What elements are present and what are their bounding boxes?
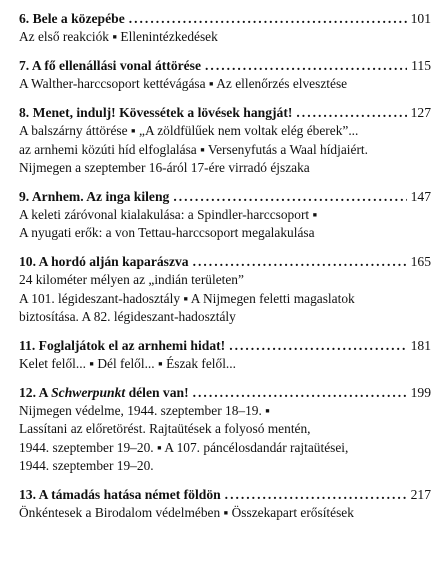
dot-leader [173,188,406,206]
chapter-description: Önkéntesek a Birodalom védelmében ▪ Összekapart erősítések [19,505,354,521]
toc-entry [19,104,431,177]
chapter-title [19,57,201,75]
toc-entry [19,57,431,93]
dot-leader [229,337,406,355]
chapter-number: 12. [19,385,36,401]
chapter-description: Az első reakciók ▪ Ellenintézkedések [19,29,218,44]
chapter-title [19,337,225,355]
chapter-title-row[interactable] [19,486,431,504]
toc-entry [19,384,431,475]
page-number: 127 [410,105,431,121]
chapter-title-suffix: délen van! [125,385,189,401]
toc-entry [19,253,431,326]
chapter-number: 10. [19,254,36,270]
chapter-description: A keleti záróvonal kialakulása: a Spindler-harccsoport ▪ A nyugati erők: a von Tettau-harccsoport megalakulása [19,207,318,241]
chapter-description: A balszárny áttörése ▪ „A zöldfülűek nem voltak elég éberek”... az arnhemi közúti híd elfoglalása ▪ Versenyfutás a Waal hídjaiért. Nijmegen a szeptember 16-áról 17-ére virradó éjszaka [19,123,368,175]
chapter-description: 24 kilométer mélyen az „indián területen” A 101. légideszant-hadosztály ▪ A Nijmegen feletti magaslatok biztosítása. A 82. légideszant-hadosztály [19,272,355,324]
chapter-title [19,104,292,122]
page-number: 147 [410,189,431,205]
chapter-title [19,486,221,504]
chapter-number: 13. [19,487,36,503]
toc-entry [19,188,431,242]
chapter-number: 11. [19,338,36,354]
chapter-title-text: A támadás hatása német földön [38,487,221,503]
chapter-title-row[interactable] [19,10,431,28]
toc-entry [19,486,431,522]
dot-leader [205,57,407,75]
toc-entry [19,10,431,46]
dot-leader [296,104,406,122]
dot-leader [193,253,407,271]
chapter-description: Nijmegen védelme, 1944. szeptember 18–19. ▪ Lassítani az előretörést. Rajtaütések a folyosó mentén, 1944. szeptember 19–20. ▪ A 107. páncélosdandár rajtaütései, 1944. szeptember 19–20. [19,403,349,473]
chapter-description: Kelet felől... ▪ Dél felől... ▪ Észak felől... [19,356,236,372]
chapter-title [19,253,189,271]
chapter-title-text: Arnhem. Az inga kileng [31,189,170,205]
chapter-title-row[interactable] [19,57,431,75]
page-number: 181 [410,338,431,354]
chapter-number: 8. [19,105,30,121]
chapter-title-row[interactable] [19,104,431,122]
page-number: 165 [410,254,431,270]
page-number: 101 [410,11,431,26]
toc-entry [19,337,431,373]
chapter-title [19,384,189,402]
chapter-title-text: A [38,385,52,401]
chapter-number: 7. [19,58,30,74]
dot-leader [193,384,407,402]
chapter-title-text: Menet, indulj! Kövessétek a lövések hangját! [32,105,293,121]
chapter-title-italic: Schwerpunkt [51,385,126,401]
chapter-title-text: Foglaljátok el az arnhemi hidat! [38,338,226,354]
chapter-title-text: Bele a közepébe [32,11,125,26]
dot-leader [129,10,407,28]
dot-leader [225,486,407,504]
chapter-number: 6. [19,11,30,26]
chapter-title-row[interactable] [19,188,431,206]
chapter-title-row[interactable] [19,253,431,271]
page-number: 199 [410,385,431,401]
chapter-title-text: A hordó alján kaparászva [38,254,189,270]
chapter-title-row[interactable] [19,384,431,402]
page-number: 217 [410,487,431,503]
chapter-title-text: A fő ellenállási vonal áttörése [31,58,202,74]
chapter-description: A Walther-harccsoport kettévágása ▪ Az ellenőrzés elvesztése [19,76,348,92]
chapter-title [19,188,169,206]
chapter-number: 9. [19,189,30,205]
chapter-title [19,10,125,28]
table-of-contents [19,10,431,533]
page-number: 115 [411,58,431,74]
chapter-title-row[interactable] [19,337,431,355]
